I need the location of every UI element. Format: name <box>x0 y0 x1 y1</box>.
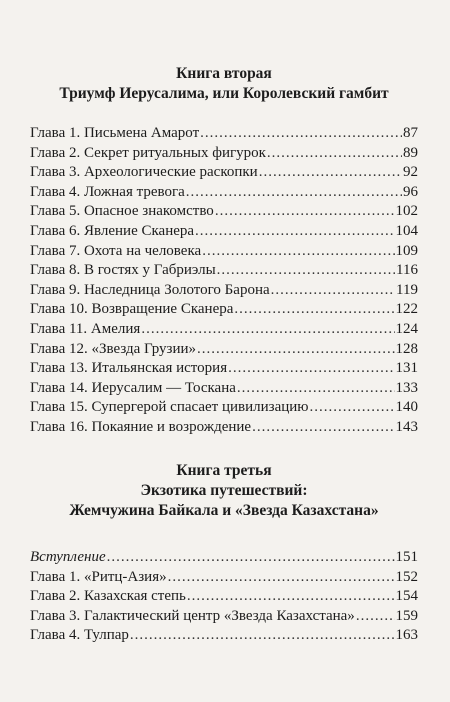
toc-entry-title: Глава 16. Покаяние и возрождение <box>30 418 252 435</box>
toc-entry-page: 116 <box>396 262 418 279</box>
dot-leader <box>252 418 394 438</box>
toc-entry-title: Глава 2. Казахская степь <box>30 588 186 605</box>
toc-entry <box>30 568 418 588</box>
book-three-subtitle-line2: Жемчужина Байкала и «Звезда Казахстана» <box>69 502 379 519</box>
toc-entry <box>30 398 418 418</box>
toc-entry <box>30 626 418 646</box>
toc-entry-page: 124 <box>395 320 418 337</box>
toc-entry-title: Глава 3. Галактический центр «Звезда Казахстана» <box>30 607 355 624</box>
toc-entry <box>30 340 418 360</box>
book-three-toc <box>30 548 418 646</box>
toc-entry-title: Глава 12. «Звезда Грузии» <box>30 340 197 357</box>
toc-entry-page: 163 <box>395 627 418 644</box>
dot-leader <box>237 379 395 399</box>
book-two-subtitle: Триумф Иерусалима, или Королевский гамбит <box>59 85 389 102</box>
dot-leader <box>267 144 402 164</box>
toc-entry-page: 96 <box>403 183 418 200</box>
toc-entry-title: Глава 5. Опасное знакомство <box>30 203 214 220</box>
toc-entry <box>30 320 418 340</box>
toc-entry-title: Глава 10. Возвращение Сканера <box>30 301 234 318</box>
toc-entry <box>30 124 418 144</box>
toc-entry <box>30 587 418 607</box>
toc-entry <box>30 222 418 242</box>
dot-leader <box>356 607 395 627</box>
dot-leader <box>310 398 395 418</box>
book-three-section <box>30 461 418 646</box>
toc-entry <box>30 418 418 438</box>
book-two-toc <box>30 124 418 438</box>
toc-entry-title: Глава 4. Ложная тревога <box>30 183 185 200</box>
toc-entry-page: 140 <box>395 399 418 416</box>
dot-leader <box>195 222 394 242</box>
toc-entry <box>30 144 418 164</box>
dot-leader <box>271 281 395 301</box>
dot-leader <box>130 626 395 646</box>
toc-entry <box>30 183 418 203</box>
toc-entry-page: 143 <box>395 418 418 435</box>
toc-entry-page: 119 <box>396 281 418 298</box>
dot-leader <box>228 359 394 379</box>
toc-entry <box>30 548 418 568</box>
toc-entry-title: Глава 1. Письмена Амарот <box>30 125 200 141</box>
dot-leader <box>141 320 394 340</box>
dot-leader <box>202 242 394 262</box>
toc-entry-page: 92 <box>403 164 418 181</box>
toc-entry-page: 87 <box>403 125 418 141</box>
toc-entry <box>30 281 418 301</box>
toc-entry-page: 109 <box>395 242 418 259</box>
toc-entry <box>30 261 418 281</box>
dot-leader <box>187 587 395 607</box>
book-three-heading: Книга третья <box>176 462 272 479</box>
toc-entry <box>30 300 418 320</box>
dot-leader <box>259 163 402 183</box>
dot-leader <box>215 202 395 222</box>
dot-leader <box>200 124 402 144</box>
toc-entry-title: Глава 14. Иерусалим — Тоскана <box>30 379 236 396</box>
toc-entry <box>30 202 418 222</box>
book-two-section <box>30 64 418 438</box>
toc-entry <box>30 379 418 399</box>
toc-entry-page: 89 <box>403 144 418 161</box>
toc-entry-title: Вступление <box>30 549 106 565</box>
toc-entry-title: Глава 4. Тулпар <box>30 627 129 644</box>
toc-entry-title: Глава 9. Наследница Золотого Барона <box>30 281 270 298</box>
book-two-heading: Книга вторая <box>176 65 272 82</box>
toc-entry-title: Глава 13. Итальянская история <box>30 360 228 377</box>
dot-leader <box>234 300 394 320</box>
toc-entry <box>30 163 418 183</box>
toc-entry-page: 131 <box>395 360 418 377</box>
book-three-subtitle-line1: Экзотика путешествий: <box>140 482 308 499</box>
toc-entry-page: 102 <box>395 203 418 220</box>
toc-entry-page: 133 <box>395 379 418 396</box>
toc-entry-title: Глава 11. Амелия <box>30 320 141 337</box>
toc-entry-title: Глава 7. Охота на человека <box>30 242 202 259</box>
toc-entry <box>30 359 418 379</box>
dot-leader <box>186 183 402 203</box>
toc-entry-page: 152 <box>395 568 418 585</box>
toc-entry-page: 159 <box>395 607 418 624</box>
toc-entry-title: Глава 15. Супергерой спасает цивилизацию <box>30 399 309 416</box>
toc-entry-title: Глава 3. Археологические раскопки <box>30 164 258 181</box>
toc-entry-page: 154 <box>395 588 418 605</box>
toc-entry-page: 122 <box>395 301 418 318</box>
toc-entry <box>30 607 418 627</box>
toc-entry-page: 128 <box>395 340 418 357</box>
toc-entry-title: Глава 6. Явление Сканера <box>30 222 195 239</box>
toc-entry-page: 151 <box>395 549 418 565</box>
dot-leader <box>107 548 395 568</box>
toc-entry <box>30 242 418 262</box>
toc-entry-title: Глава 8. В гостях у Габриэлы <box>30 262 216 279</box>
dot-leader <box>197 340 394 360</box>
dot-leader <box>168 568 395 588</box>
dot-leader <box>217 261 395 281</box>
toc-entry-title: Глава 2. Секрет ритуальных фигурок <box>30 144 266 161</box>
toc-entry-title: Глава 1. «Ритц-Азия» <box>30 568 167 585</box>
toc-entry-page: 104 <box>395 222 418 239</box>
